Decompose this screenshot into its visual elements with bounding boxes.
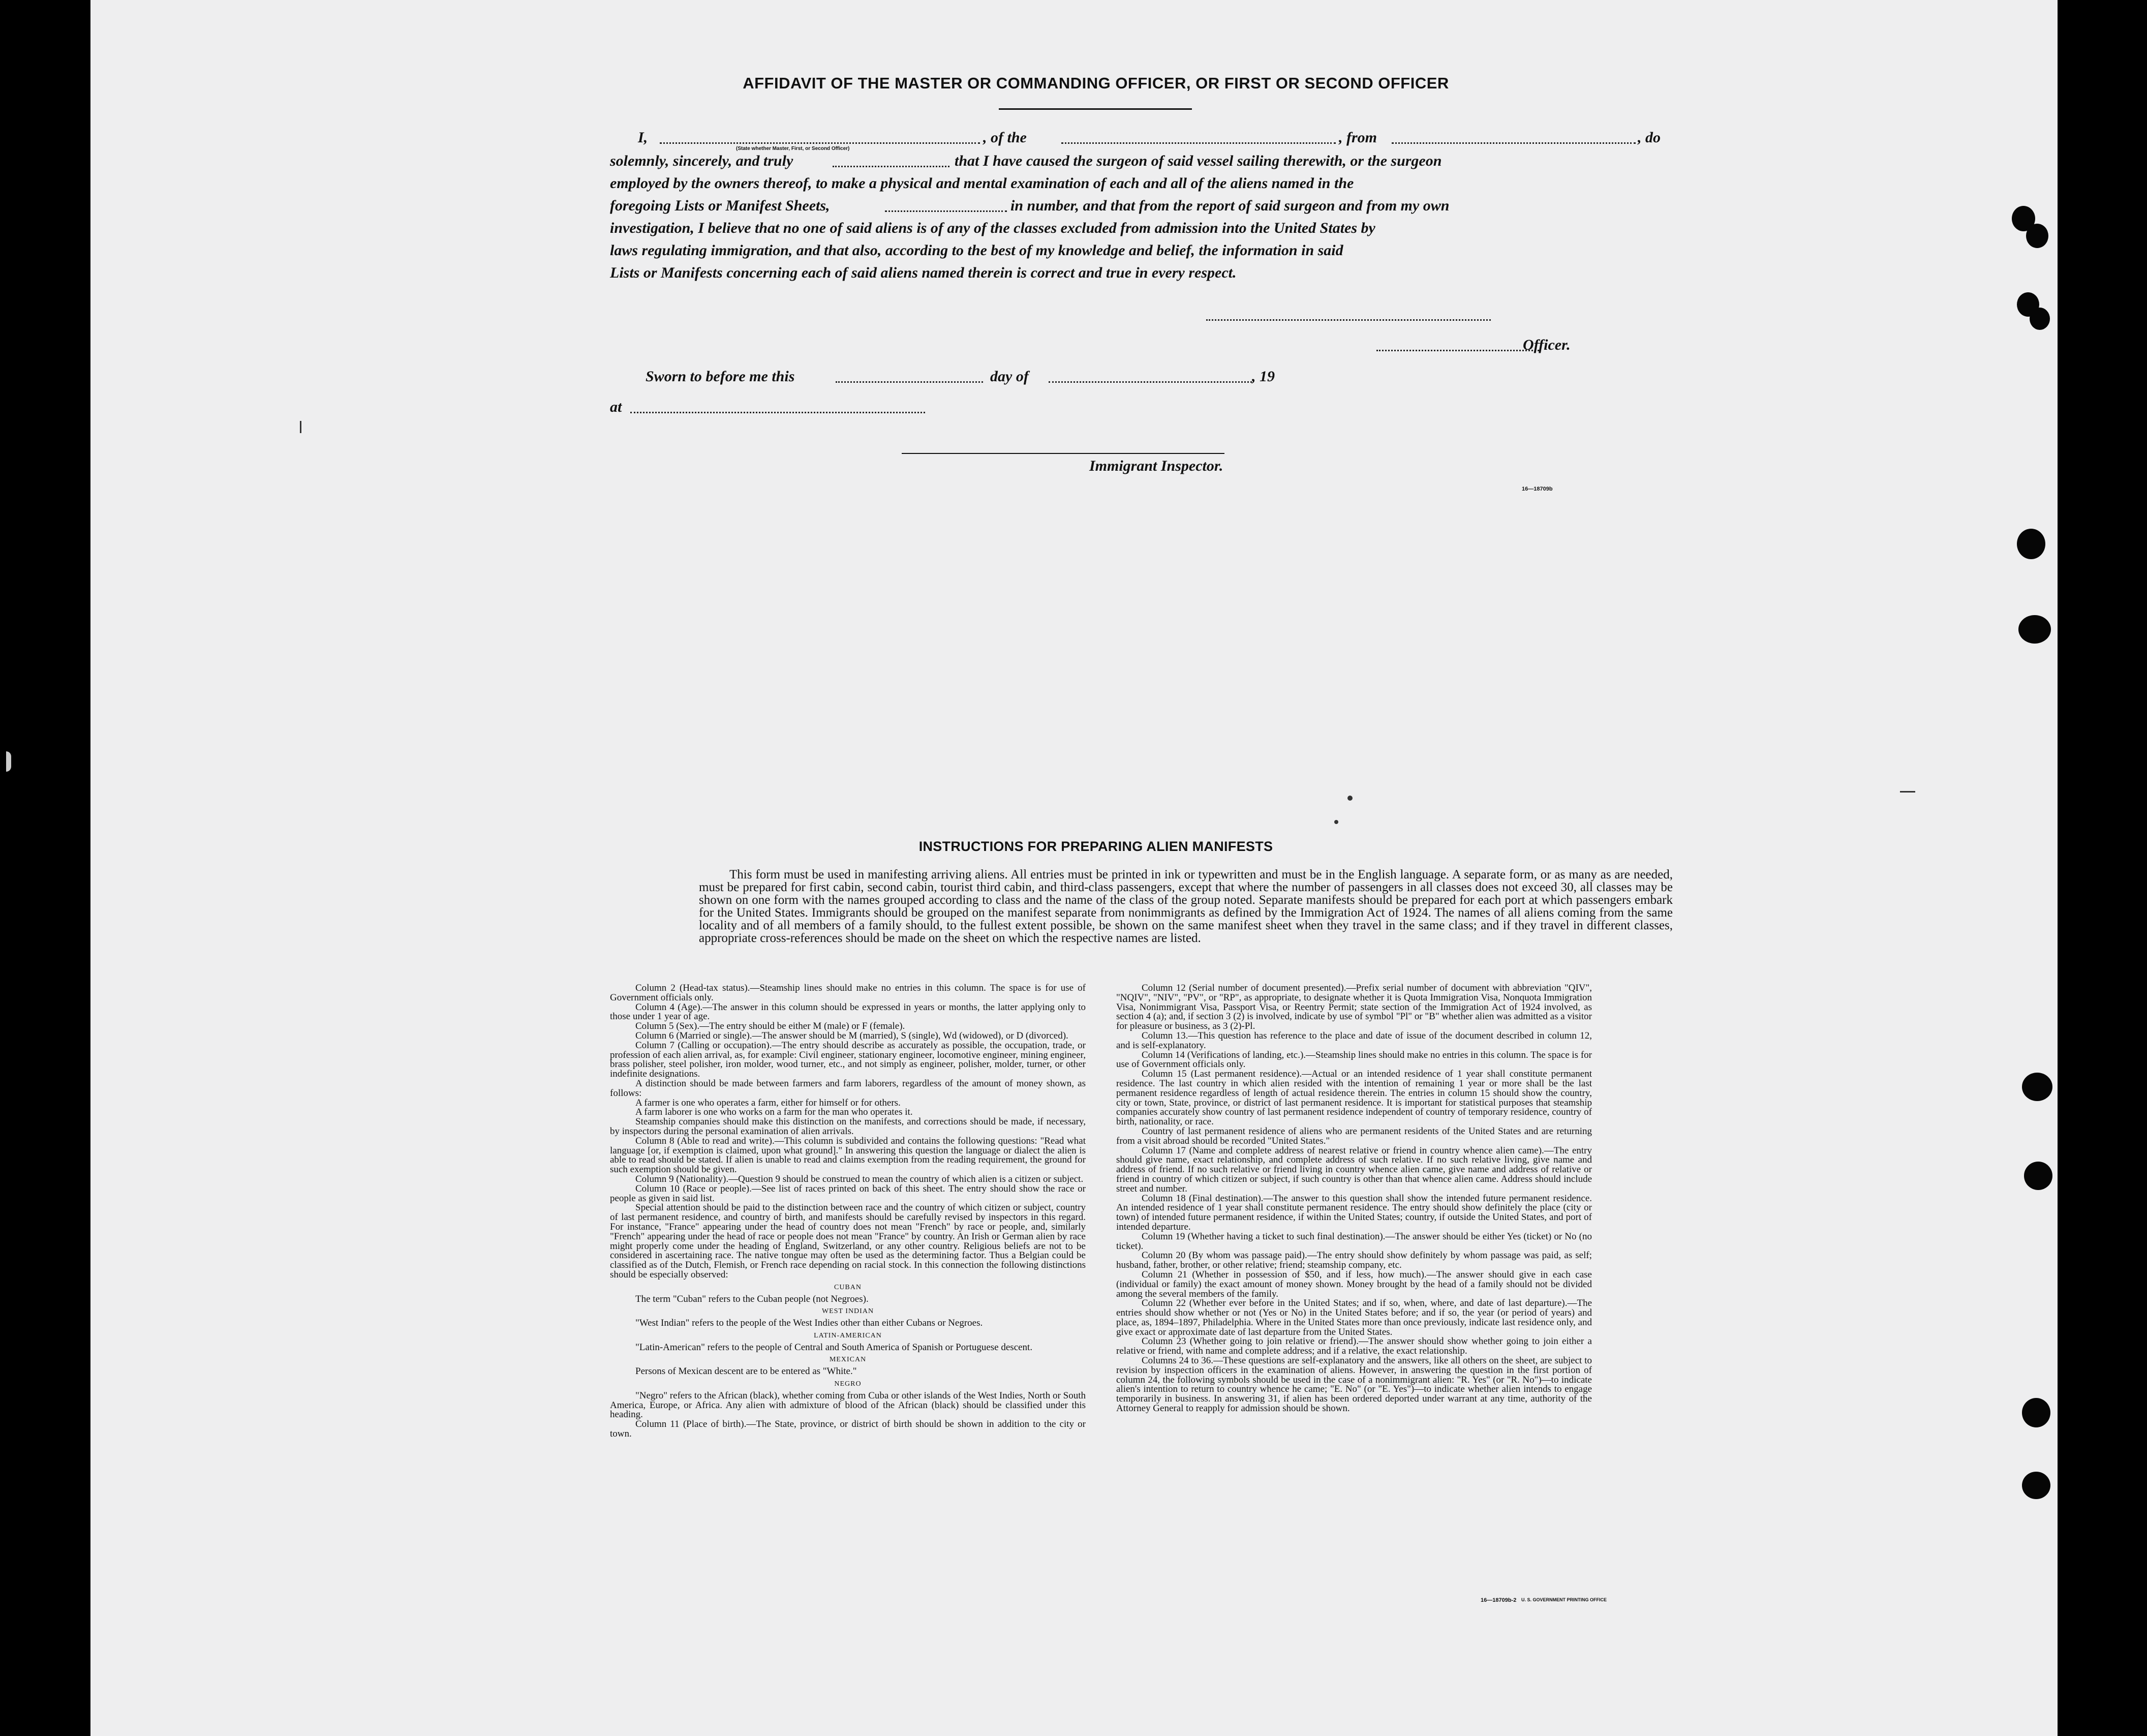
instruction-paragraph: Column 17 (Name and complete address of nearest relative or friend in country whence alien came).—The entry should give name, exact relationship, and complete address of such relative. If no such relative living, give name and address of friend. If no such relative or friend living in country whence alien came, give name and address of relative or friend in country of which citizen or subject, if such country is other than that whence alien came. Address should include street and number. [1116,1145,1592,1194]
sworn-place-blank [630,412,925,413]
instructions-title: INSTRUCTIONS FOR PREPARING ALIEN MANIFESTS [918,839,1273,854]
instruction-paragraph: Column 21 (Whether in possession of $50, and if less, how much).—The answer should give in each case (individual or family) the exact amount of money shown. Money brought by the head of a family should not be divided among the several members of the family. [1116,1269,1592,1299]
affidavit-title: AFFIDAVIT OF THE MASTER OR COMMANDING OFFICER, OR FIRST OR SECOND OFFICER [743,74,1449,92]
officer-rank-blank [660,142,980,144]
race-heading-cuban: CUBAN [834,1283,862,1291]
word-sworn: Sworn to before me this [646,368,795,385]
ink-speck [1900,791,1915,793]
affidavit-line-7: Lists or Manifests concerning each of said aliens named therein is correct and true in every respect. [610,264,1237,281]
affidavit-line-5: investigation, I believe that no one of said aliens is of any of the classes excluded from admission into the United States by [610,220,1375,236]
printer-credit: U. S. GOVERNMENT PRINTING OFFICE [1521,1597,1607,1602]
binding-hole [2030,308,2050,330]
affidavit-line-2: that I have caused the surgeon of said vessel sailing therewith, or the surgeon [955,153,1442,169]
instruction-paragraph: Column 23 (Whether going to join relative or friend).—The answer should show whether going to join either a relative or friend, with name and complete address; and if a relative, the exact relationship. [1116,1336,1592,1357]
race-heading-negro: NEGRO [834,1380,862,1388]
sworn-month-blank [1049,381,1252,383]
instruction-paragraph: Column 14 (Verifications of landing, etc.).—Steamship lines should make no entries in this column. The space is for use of Government officials only. [1116,1049,1592,1070]
instruction-paragraph: Column 4 (Age).—The answer in this column should be expressed in years or months, the latter applying only to those under 1 year of age. [610,1001,1086,1022]
instructions-form-code: 16—18709b-2 [1481,1597,1517,1603]
instruction-paragraph: Column 5 (Sex).—The entry should be either M (male) or F (female). [635,1021,905,1032]
word-year: , 19 [1252,368,1275,385]
instruction-paragraph: Column 6 (Married or single).—The answer should be M (married), S (single), Wd (widowed), or D (divorced). [635,1030,1068,1041]
sheet-count-blank [885,210,1007,212]
officer-label: Officer. [1523,337,1571,353]
instruction-paragraph: A farmer is one who operates a farm, either for himself or for others. [635,1097,901,1108]
inspector-label: Immigrant Inspector. [1089,458,1223,474]
instructions-left-column [610,984,1086,1439]
vessel-name-blank [1061,142,1336,144]
race-heading-mexican: MEXICAN [829,1356,867,1364]
instruction-paragraph: A farm laborer is one who works on a farm for the man who operates it. [635,1107,913,1118]
binding-hole [2022,1398,2050,1427]
instruction-paragraph: Columns 24 to 36.—These questions are self-explanatory and the answers, like all others on the sheet, are subject to revision by inspection officers in the examination of aliens. However, in answering the question in the first portion of column 24, the following symbols should be used in the case of a nonimmigrant alien: "R. Yes" (or "R. No")—to indicate alien's intention to return to country whence he came; "E. No" (or "E. Yes")—to indicate whether alien intends to engage temporarily in business. In answering 31, if alien has been ordered deported under warrant at any time, authority of the Attorney General to reapply for admission should be shown. [1116,1355,1592,1414]
title-underline [999,108,1192,110]
rank-note: (State whether Master, First, or Second Officer) [736,146,850,151]
instruction-paragraph: Column 8 (Able to read and write).—This column is subdivided and contains the following questions: "Read what language [or, if exemption is claimed, upon what ground]." In answering this question the language or dialect the alien is able to read should be stated. If alien is unable to read and claims exemption from the reading requirement, the ground for such exemption should be given. [610,1135,1086,1175]
affidavit-line-4: in number, and that from the report of said surgeon and from my own [1010,197,1450,214]
instruction-paragraph: Steamship companies should make this distinction on the manifests, and corrections should be made, if necessary, by inspectors during the personal examination of alien arrivals. [610,1116,1086,1137]
film-edge-mark [6,751,11,772]
race-heading-latin-american: LATIN-AMERICAN [814,1331,882,1339]
instruction-paragraph: Column 7 (Calling or occupation).—The entry should describe as accurately as possible, the occupation, trade, or profession of each alien arrival, as, for example: Civil engineer, stationary engineer, locomotive engineer, mining engineer, brass polisher, steel polisher, iron molder, wood turner, etc., and not simply as engineer, polisher, molder, turner, or other indefinite designations. [610,1040,1086,1080]
binding-hole [2017,529,2045,559]
affidavit-form-code: 16—18709b [1522,486,1553,492]
word-i: I, [638,129,648,146]
instructions-intro: This form must be used in manifesting arriving aliens. All entries must be printed in ink or typewritten and must be in the English language. A separate form, or as many as are needed, must be prepared for first cabin, second cabin, tourist third cabin, and third-class passengers, except that where the number of passengers in all classes does not exceed 30, all classes may be shown on one form with the names grouped according to class and the name of the class of the group noted. Separate manifests should be prepared for each port at which passengers embark for the United States. Immigrants should be grouped on the manifest separate from nonimmigrants as defined by the Immigration Act of 1924. The names of all aliens coming from the same locality and of all members of a family should, to the fullest extent possible, be shown on the same manifest sheet when they travel in the same class; and if they travel in different classes, appropriate cross-references should be made on the sheet on which the respective names are listed. [699,868,1673,945]
race-definition: The term "Cuban" refers to the Cuban people (not Negroes). [635,1293,869,1304]
race-definition: Persons of Mexican descent are to be entered as "White." [635,1366,857,1377]
instructions-right-column [1116,984,1592,1414]
instruction-paragraph: Column 11 (Place of birth).—The State, province, or district of birth should be shown in addition to the city or town. [610,1419,1086,1440]
instruction-paragraph: Special attention should be paid to the distinction between race and the country of which citizen or subject, country of last permanent residence, and country of birth, and manifests should be carefully revised by inspectors in this regard. For instance, "France" appearing under the head of country does not mean "French" by race or people, and, similarly "French" appearing under the head of race or people does not mean "France" by country. An Irish or German alien by race might properly come under the heading of England, Switzerland, or any other country. Religious beliefs are not to be considered in ascertaining race. The native tongue may often be used as the determining factor. Thus a Belgian could be classified as of the Dutch, Flemish, or French race depending on racial stock. In this connection the following distinctions should be especially observed: [610,1202,1086,1280]
race-definition: "Latin-American" refers to the people of Central and South America of Spanish or Portuguese descent. [635,1342,1033,1353]
word-solemnly: solemnly, sincerely, and truly [610,153,793,169]
instruction-paragraph: Column 10 (Race or people).—See list of races printed on back of this sheet. The entry should show the race or people as given in said list. [610,1183,1086,1204]
word-at: at [610,399,622,415]
binding-hole [2018,615,2051,644]
instruction-paragraph: Column 12 (Serial number of document presented).—Prefix serial number of document with abbreviation "QIV", "NQIV", "NIV", "PV", or "RP", as appropriate, to designate whether it is Quota Immigration Visa, Nonquota Immigration Visa, Nonimmigrant Visa, Passport Visa, or Reentry Permit; state section of the Immigration Act of 1924 involved, as section 4 (a); and, if section 3 (2) is involved, indicate by use of symbol "Pl" or "B" whether alien was admitted as a visitor for pleasure or business, as 3 (2)-Pl. [1116,983,1592,1032]
word-foregoing: foregoing Lists or Manifest Sheets, [610,197,830,214]
swear-blank [833,166,949,167]
affidavit-line-6: laws regulating immigration, and that also, according to the best of my knowledge and belief, the information in said [610,242,1343,259]
instruction-paragraph: Column 18 (Final destination).—The answer to this question shall show the intended future permanent residence. An intended residence of 1 year shall constitute permanent residence. The entry should show definitely the place (city or town) of intended future permanent residence, if within the United States; country, if outside the United States, and port of intended departure. [1116,1193,1592,1232]
binding-hole [2024,1162,2052,1190]
instruction-paragraph: Column 22 (Whether ever before in the United States; and if so, when, where, and date of last departure).—The entries should show whether or not (Yes or No) in the United States before; and if so, the year (or period of years) and place, as, 1894–1897, Philadelphia. Where in the United States more than once previously, indicate last residence only, and give exact or approximate date of last departure from the United States. [1116,1298,1592,1337]
word-of-the: , of the [983,129,1027,146]
sworn-day-blank [836,381,983,383]
ink-speck [300,421,301,433]
ink-speck [1347,796,1353,801]
instruction-paragraph: Column 13.—This question has reference to the place and date of issue of the document described in column 12, and is self-explanatory. [1116,1030,1592,1051]
instruction-paragraph: Country of last permanent residence of aliens who are permanent residents of the United States and are returning from a visit abroad should be recorded "United States." [1116,1125,1592,1146]
manifest-back-sheet [90,0,2058,1736]
officer-title-line [1376,350,1539,351]
instruction-paragraph: Column 9 (Nationality).—Question 9 should be construed to mean the country of which alien is a citizen or subject. [635,1173,1084,1184]
inspector-signature-line [902,453,1224,454]
binding-hole [2026,224,2048,248]
affidavit-line-3: employed by the owners thereof, to make a physical and mental examination of each and all of the aliens named in the [610,175,1354,192]
instruction-paragraph: Column 20 (By whom was passage paid).—The entry should show definitely by whom passage was paid, as self; husband, father, brother, or other relative; friend; steamship company, etc. [1116,1250,1592,1271]
binding-hole [2022,1472,2050,1499]
port-blank [1392,142,1636,144]
word-do: , do [1638,129,1661,146]
word-from: , from [1339,129,1377,146]
instruction-paragraph: Column 2 (Head-tax status).—Steamship lines should make no entries in this column. The space is for use of Government officials only. [610,983,1086,1003]
word-day-of: day of [990,368,1029,385]
instruction-paragraph: Column 19 (Whether having a ticket to such final destination).—The answer should be either Yes (ticket) or No (no ticket). [1116,1231,1592,1252]
binding-hole [2022,1073,2052,1101]
race-definition: "Negro" refers to the African (black), whether coming from Cuba or other islands of the West Indies, North or South America, Europe, or Africa. Any alien with admixture of blood of the African (black) should be classified under this heading. [610,1390,1086,1420]
instruction-paragraph: Column 15 (Last permanent residence).—Actual or an intended residence of 1 year shall constitute permanent residence. The last country in which alien resided with the intention of remaining 1 year or more shall be the last permanent residence regardless of length of actual residence therein. The entries in column 15 should show the country, city or town, State, province, or district of last permanent residence. It is important for statistical purposes that steamship companies accurately show country of last permanent residence independent of country of temporary residence, country of birth, nationality, or race. [1116,1069,1592,1128]
race-heading-west-indian: WEST INDIAN [821,1307,874,1316]
race-definition: "West Indian" refers to the people of the West Indies other than either Cubans or Negroes. [635,1318,983,1329]
instruction-paragraph: A distinction should be made between farmers and farm laborers, regardless of the amount of money shown, as follows: [610,1078,1086,1099]
ink-speck [1334,820,1338,824]
officer-signature-line [1206,319,1491,321]
